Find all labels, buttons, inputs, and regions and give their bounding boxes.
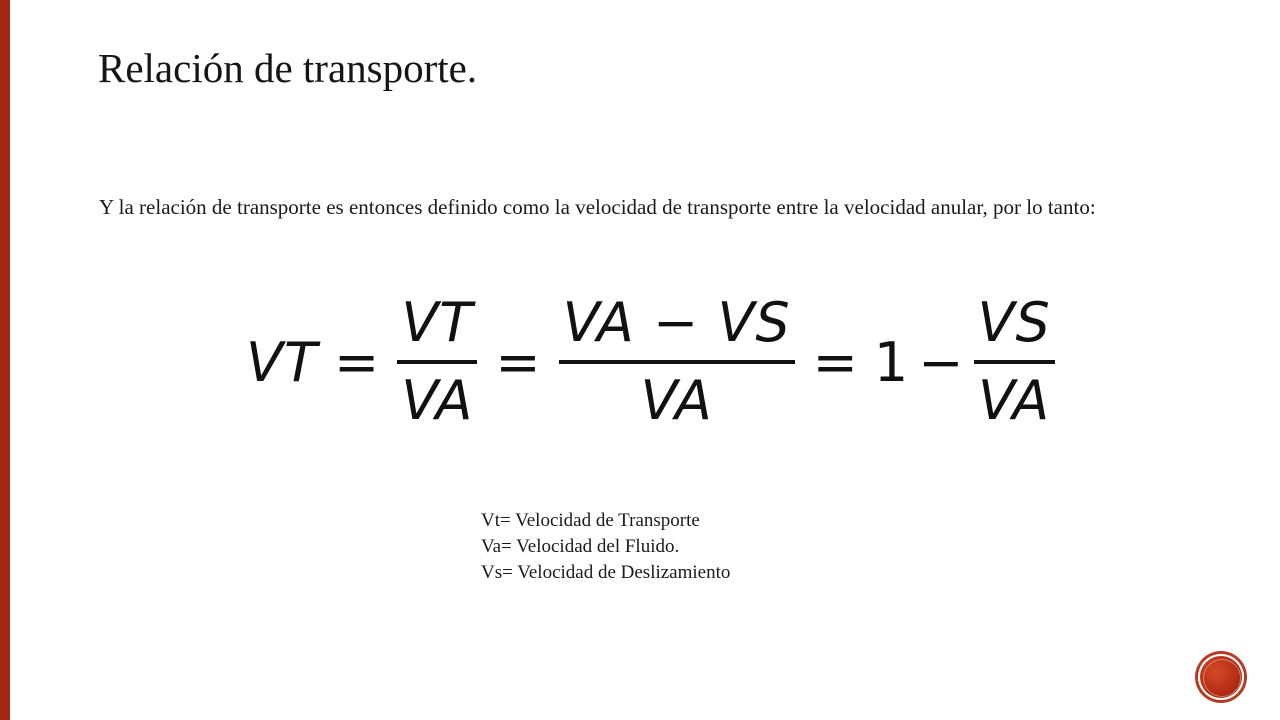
accent-bar <box>0 0 10 720</box>
legend-item-vs: Vs= Velocidad de Deslizamiento <box>481 562 731 583</box>
legend-item-va: Va= Velocidad del Fluido. <box>481 536 680 557</box>
fraction-1-denominator: VA <box>401 369 474 432</box>
fraction-1-numerator: VT <box>401 291 474 354</box>
equals-sign-1: = <box>333 330 380 394</box>
variable-legend <box>481 508 730 586</box>
transport-ratio-equation <box>246 287 1057 437</box>
fraction-2-numerator: VA − VS <box>562 291 791 354</box>
slide-nav-button[interactable] <box>1198 654 1244 700</box>
slide-title: Relación de transporte. <box>98 45 478 91</box>
fraction-va-minus-vs-over-va <box>559 292 795 432</box>
fraction-2-denominator: VA <box>640 369 713 432</box>
number-one: 1 <box>873 330 909 394</box>
intro-paragraph: Y la relación de transporte es entonces definido como la velocidad de transporte entre la velocidad anular, por lo tanto: <box>99 195 1096 219</box>
fraction-3-numerator: VS <box>977 291 1051 354</box>
minus-sign: − <box>918 330 964 394</box>
fraction-3-denominator: VA <box>978 369 1051 432</box>
equation-lhs: VT <box>246 330 318 394</box>
equals-sign-3: = <box>812 330 858 394</box>
fraction-vt-over-va <box>397 292 477 432</box>
legend-item-vt: Vt= Velocidad de Transporte <box>481 510 700 531</box>
equals-sign-2: = <box>495 330 541 394</box>
fraction-vs-over-va <box>974 292 1055 432</box>
